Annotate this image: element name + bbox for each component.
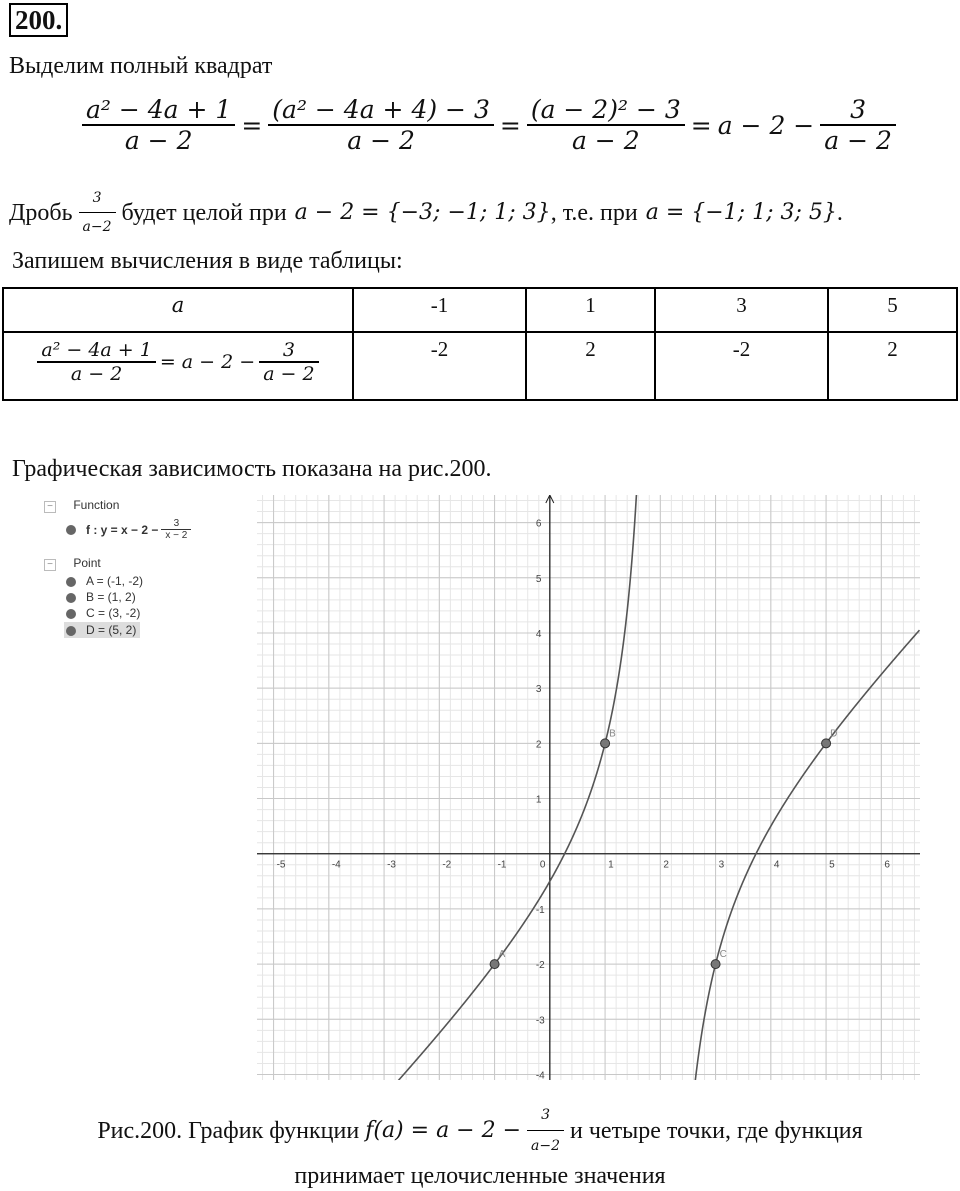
fraction-denominator: a − 2 — [37, 361, 155, 385]
function-curve-right — [690, 630, 919, 1080]
function-label: f : y = x − 2 − — [86, 522, 159, 537]
condition-set-2: a = {−1; 1; 3; 5} — [645, 199, 837, 225]
function-fraction — [161, 518, 191, 541]
table-header-a — [3, 288, 353, 332]
y-tick-label: 4 — [535, 628, 542, 640]
y-tick-label: -2 — [535, 960, 545, 972]
intro-text: Выделим полный квадрат — [9, 53, 273, 79]
fraction-numerator: 3 — [850, 95, 867, 124]
table-formula-fraction — [37, 339, 155, 385]
x-tick-label: -3 — [387, 859, 396, 871]
x-tick-label: 2 — [663, 859, 669, 871]
caption-fraction — [527, 1100, 564, 1161]
collapse-icon[interactable]: − — [44, 559, 56, 571]
table-cell: 2 — [526, 332, 655, 400]
visibility-dot-icon[interactable] — [66, 577, 76, 587]
caption-line-1 — [0, 1100, 960, 1161]
function-item[interactable] — [66, 518, 191, 541]
table-row — [3, 288, 957, 332]
caption-suffix: и четыре точки, где функция — [570, 1117, 863, 1144]
fraction-numerator: 3 — [92, 190, 102, 206]
caption-line-2: принимает целочисленные значения — [294, 1163, 666, 1189]
fraction-line-prefix: Дробь — [9, 199, 73, 226]
caption-function: f(a) = a − 2 − — [365, 1117, 522, 1143]
y-tick-label: -3 — [535, 1015, 545, 1027]
table-cell: 1 — [526, 288, 655, 332]
fraction-denominator: a − 2 — [259, 361, 318, 385]
point-item-c[interactable] — [66, 606, 140, 620]
figure-caption — [0, 1100, 960, 1191]
fraction-numerator: 3 — [282, 339, 295, 361]
fraction-denominator: x − 2 — [161, 529, 191, 541]
point-label: B — [609, 728, 616, 740]
fraction-numerator: a² − 4a + 1 — [41, 339, 152, 361]
x-tick-label: 0 — [539, 859, 546, 871]
fraction-denominator: a − 2 — [82, 124, 235, 155]
point-item-b[interactable] — [66, 590, 136, 604]
visibility-dot-icon[interactable] — [66, 609, 76, 619]
fraction-denominator: a−2 — [527, 1130, 564, 1161]
table-header-f — [3, 332, 353, 400]
table-formula — [37, 339, 318, 385]
main-equation — [82, 95, 896, 155]
x-tick-label: 4 — [773, 859, 780, 871]
x-tick-label: -4 — [331, 859, 341, 871]
fraction-denominator: a − 2 — [820, 124, 896, 155]
point-label: D = (5, 2) — [86, 623, 137, 637]
fraction-numerator: a² − 4a + 1 — [86, 95, 232, 124]
point-label: B = (1, 2) — [86, 590, 136, 604]
fraction-line-end: . — [836, 199, 843, 226]
table-header-label: a — [171, 293, 185, 317]
fraction-numerator: (a² − 4a + 4) − 3 — [272, 95, 490, 124]
condition-set-1: a − 2 = {−3; −1; 1; 3} — [294, 199, 551, 225]
visibility-dot-icon[interactable] — [66, 593, 76, 603]
equals-sign: = — [499, 110, 521, 140]
table-formula-tail: = a − 2 − — [159, 351, 256, 373]
values-table — [2, 287, 958, 401]
equals-sign: = — [241, 110, 263, 140]
fraction-denominator: a − 2 — [527, 124, 685, 155]
caption-prefix: Рис.200. График функции — [97, 1117, 360, 1144]
visibility-dot-icon[interactable] — [66, 626, 76, 636]
table-cell: 5 — [828, 288, 957, 332]
y-tick-label: -1 — [535, 904, 545, 916]
fraction-denominator: a−2 — [79, 212, 116, 241]
table-intro: Запишем вычисления в виде таблицы: — [12, 248, 403, 274]
inline-fraction — [79, 184, 116, 241]
table-cell: -1 — [353, 288, 526, 332]
data-point — [490, 960, 499, 969]
table-cell: -2 — [655, 332, 828, 400]
function-group[interactable] — [44, 498, 119, 513]
y-tick-label: 2 — [535, 739, 542, 751]
point-item-a[interactable] — [66, 574, 143, 588]
table-cell: -2 — [353, 332, 526, 400]
equation-fraction-4 — [820, 95, 896, 155]
fraction-numerator: 3 — [541, 1107, 550, 1123]
visibility-dot-icon[interactable] — [66, 525, 76, 535]
y-tick-label: 1 — [535, 794, 542, 806]
fraction-numerator: (a − 2)² − 3 — [530, 95, 681, 124]
point-item-d[interactable] — [64, 622, 140, 638]
y-tick-label: 3 — [535, 684, 542, 696]
table-cell: 2 — [828, 332, 957, 400]
x-tick-label: 5 — [829, 859, 835, 871]
table-formula-fraction-2 — [259, 339, 318, 385]
point-header: Point — [73, 556, 101, 570]
x-tick-label: -2 — [442, 859, 452, 871]
fraction-numerator: 3 — [173, 518, 180, 529]
table-row — [3, 332, 957, 400]
point-label: C — [719, 949, 727, 961]
point-label: A = (-1, -2) — [86, 574, 144, 588]
function-header: Function — [73, 498, 120, 512]
x-tick-label: -1 — [497, 859, 507, 871]
x-tick-label: -5 — [276, 859, 286, 871]
equals-sign: = — [690, 110, 712, 140]
fraction-line-mid: , т.е. при — [550, 199, 638, 226]
y-tick-label: -4 — [535, 1070, 545, 1080]
data-point — [601, 739, 610, 748]
point-group[interactable] — [44, 556, 101, 571]
equation-fraction-3 — [527, 95, 685, 155]
equation-fraction-2 — [268, 95, 494, 155]
data-point — [711, 960, 720, 969]
x-tick-label: 3 — [718, 859, 725, 871]
point-label: C = (3, -2) — [86, 606, 141, 620]
x-tick-label: 1 — [608, 859, 614, 871]
equation-fraction-1 — [82, 95, 235, 155]
graph-intro: Графическая зависимость показана на рис.200. — [12, 456, 492, 482]
table-cell: 3 — [655, 288, 828, 332]
equation-tail: a − 2 − — [717, 110, 815, 140]
function-graph[interactable] — [257, 495, 920, 1080]
fraction-denominator: a − 2 — [268, 124, 494, 155]
data-point — [822, 739, 831, 748]
fraction-condition-line — [9, 184, 843, 241]
x-tick-label: 6 — [884, 859, 890, 871]
y-tick-label: 6 — [535, 518, 542, 530]
fraction-line-middle: будет целой при — [121, 199, 287, 226]
point-label: A — [498, 949, 506, 961]
y-tick-label: 5 — [535, 573, 542, 585]
collapse-icon[interactable]: − — [44, 501, 56, 513]
point-label: D — [830, 728, 838, 740]
problem-number: 200. — [9, 3, 68, 37]
